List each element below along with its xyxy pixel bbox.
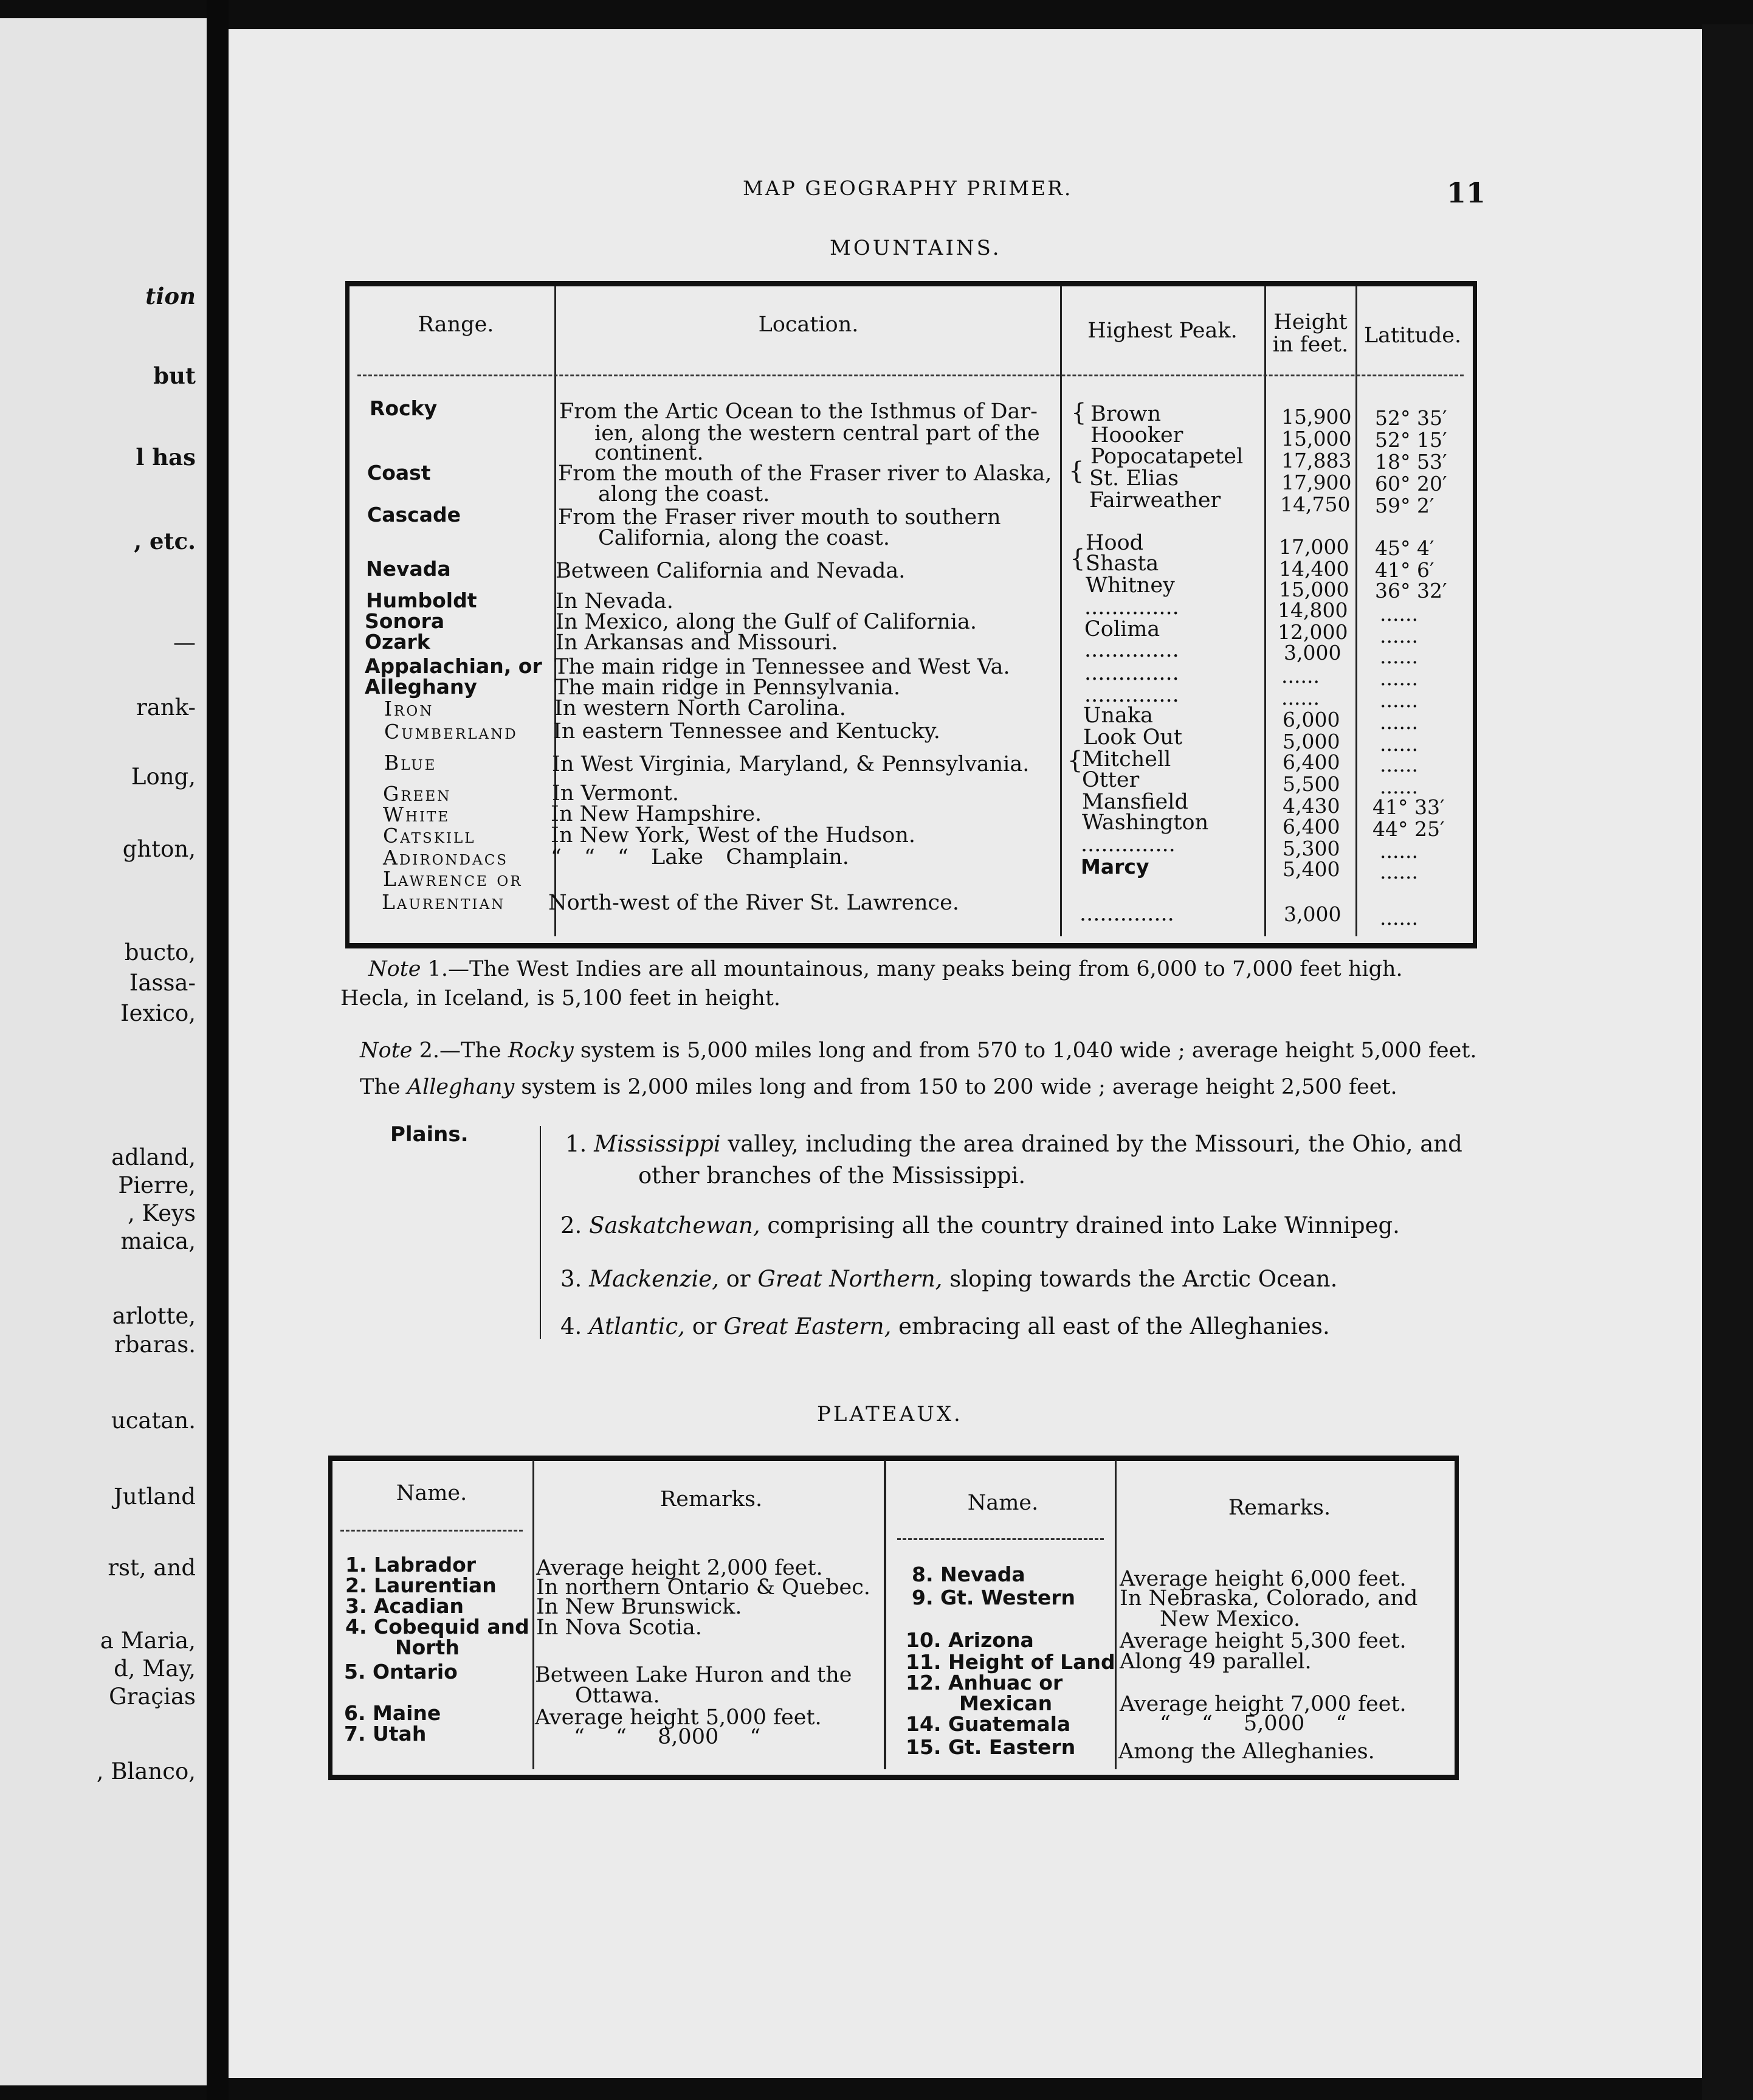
range-name: Catskill bbox=[383, 824, 476, 848]
column-rule bbox=[1264, 286, 1266, 936]
column-rule bbox=[1060, 286, 1062, 936]
height-value: 4,430 bbox=[1283, 794, 1340, 818]
location-text: California, along the coast. bbox=[598, 526, 890, 550]
peak-name: Shasta bbox=[1086, 551, 1159, 576]
fragment: rbaras. bbox=[114, 1331, 196, 1358]
plateau-remark: “ “ 5,000 “ bbox=[1160, 1711, 1347, 1736]
plateau-name: Mexican bbox=[959, 1691, 1053, 1715]
header-rule bbox=[897, 1538, 1104, 1540]
range-name: Iron bbox=[384, 697, 434, 720]
plateau-remark: In Nebraska, Colorado, and bbox=[1120, 1586, 1418, 1611]
range-name: Rocky bbox=[370, 396, 438, 420]
fragment: , etc. bbox=[134, 528, 196, 554]
column-header-range: Range. bbox=[418, 313, 494, 337]
height-value: 6,400 bbox=[1283, 750, 1340, 774]
latitude-value: ...... bbox=[1380, 753, 1418, 776]
height-value: 15,000 bbox=[1279, 578, 1349, 601]
fragment: a Maria, bbox=[100, 1628, 196, 1654]
page-number: 11 bbox=[1447, 176, 1486, 209]
plateau-remark: In Nova Scotia. bbox=[536, 1615, 702, 1640]
column-header-peak: Highest Peak. bbox=[1087, 319, 1238, 343]
peak-name: .............. bbox=[1081, 832, 1176, 857]
height-value: 14,400 bbox=[1279, 557, 1349, 581]
range-name: Nevada bbox=[366, 557, 451, 581]
latitude-value: 59° 2′ bbox=[1375, 494, 1434, 517]
range-name: Laurentian bbox=[382, 890, 506, 914]
note-1-continued: Hecla, in Iceland, is 5,100 feet in height. bbox=[340, 986, 781, 1010]
range-name: Cascade bbox=[367, 503, 461, 527]
column-rule bbox=[1115, 1460, 1117, 1769]
plateau-name: 8. Nevada bbox=[912, 1563, 1025, 1586]
range-name: Blue bbox=[384, 751, 437, 775]
fragment: rst, and bbox=[108, 1555, 196, 1581]
range-name: Alleghany bbox=[365, 675, 477, 699]
brace: { bbox=[1069, 457, 1084, 485]
height-value: 17,000 bbox=[1279, 535, 1349, 559]
location-text: ien, along the western central part of the bbox=[594, 421, 1040, 446]
fragment: Graçias bbox=[109, 1684, 196, 1710]
fragment: Jutland bbox=[114, 1483, 196, 1510]
range-name: Lawrence or bbox=[383, 867, 523, 891]
plateau-remark: Average height 6,000 feet. bbox=[1120, 1567, 1407, 1591]
location-text: In Vermont. bbox=[552, 781, 679, 806]
column-rule bbox=[884, 1460, 886, 1769]
fragment: Long, bbox=[131, 764, 196, 790]
peak-name: St. Elias bbox=[1089, 466, 1179, 491]
column-header-latitude: Latitude. bbox=[1363, 323, 1462, 348]
plateau-name: 3. Acadian bbox=[345, 1594, 464, 1618]
location-text: In West Virginia, Maryland, & Pennsylvania. bbox=[552, 752, 1030, 776]
height-value: 5,000 bbox=[1283, 730, 1340, 753]
plateau-remark: Average height 2,000 feet. bbox=[536, 1556, 823, 1580]
latitude-value: 41° 33′ bbox=[1372, 795, 1445, 819]
fragment: , Keys bbox=[128, 1200, 196, 1226]
plateau-name: North bbox=[395, 1635, 460, 1659]
height-value: 3,000 bbox=[1284, 641, 1341, 665]
column-header-name: Name. bbox=[967, 1491, 1039, 1515]
range-name: White bbox=[383, 803, 450, 826]
peak-name: Whitney bbox=[1086, 573, 1175, 598]
range-name: Green bbox=[383, 782, 452, 806]
plateau-remark: Ottawa. bbox=[575, 1684, 660, 1708]
location-text: The main ridge in Pennsylvania. bbox=[554, 675, 901, 700]
note-3: The Alleghany system is 2,000 miles long and from 150 to 200 wide ; average height 2,500 feet. bbox=[360, 1075, 1397, 1099]
latitude-value: 18° 53′ bbox=[1375, 450, 1447, 474]
plateau-name: 15. Gt. Eastern bbox=[906, 1735, 1076, 1759]
peak-name: Mitchell bbox=[1082, 747, 1171, 772]
latitude-value: ...... bbox=[1380, 775, 1418, 798]
column-header-location: Location. bbox=[758, 313, 859, 337]
plateau-name: 4. Cobequid and bbox=[345, 1615, 529, 1639]
fragment: ghton, bbox=[122, 836, 196, 862]
latitude-value: ...... bbox=[1380, 624, 1418, 648]
plain-item: 3. Mackenzie, or Great Northern, sloping towards the Arctic Ocean. bbox=[560, 1266, 1338, 1292]
plain-item: 1. Mississippi valley, including the area drained by the Missouri, the Ohio, and bbox=[565, 1131, 1462, 1157]
peak-name: Marcy bbox=[1081, 855, 1149, 879]
height-value: ...... bbox=[1281, 664, 1320, 688]
brace: { bbox=[1071, 399, 1087, 427]
height-value: ...... bbox=[1281, 686, 1320, 710]
plateau-remark: Among the Alleghanies. bbox=[1118, 1739, 1375, 1764]
latitude-value: ...... bbox=[1380, 860, 1418, 883]
location-text: “ “ “ Lake Champlain. bbox=[551, 845, 849, 869]
height-value: 6,000 bbox=[1283, 708, 1340, 731]
peak-name: Mansfield bbox=[1082, 790, 1188, 814]
fragment: l has bbox=[136, 444, 196, 471]
plateau-remark: Average height 5,000 feet. bbox=[535, 1705, 822, 1730]
plateau-remark: In northern Ontario & Quebec. bbox=[536, 1575, 870, 1600]
latitude-value: ...... bbox=[1380, 732, 1418, 756]
plain-item: 4. Atlantic, or Great Eastern, embracing all east of the Alleghanies. bbox=[560, 1313, 1330, 1339]
height-value: 3,000 bbox=[1284, 902, 1341, 926]
page-edge bbox=[1702, 24, 1753, 2100]
peak-name: Unaka bbox=[1083, 703, 1153, 728]
location-text: In Nevada. bbox=[556, 589, 673, 613]
note-1: Note 1.—The West Indies are all mountainous, many peaks being from 6,000 to 7,000 feet high. bbox=[368, 957, 1403, 981]
height-value: 14,750 bbox=[1280, 492, 1351, 516]
plain-item-continued: other branches of the Mississippi. bbox=[638, 1162, 1026, 1189]
peak-name: Brown bbox=[1090, 402, 1162, 426]
peak-name: Colima bbox=[1084, 617, 1160, 641]
location-text: In Arkansas and Missouri. bbox=[556, 630, 838, 655]
plateau-name: 14. Guatemala bbox=[906, 1712, 1071, 1736]
range-name: Coast bbox=[367, 461, 431, 485]
plateau-remark: Average height 5,300 feet. bbox=[1120, 1629, 1407, 1653]
latitude-value: ...... bbox=[1380, 688, 1418, 712]
plateau-remark: New Mexico. bbox=[1160, 1607, 1301, 1631]
plateau-name: 11. Height of Land bbox=[906, 1650, 1115, 1674]
plateau-name: 1. Labrador bbox=[345, 1553, 477, 1577]
location-text: along the coast. bbox=[598, 482, 770, 506]
plateau-name: 9. Gt. Western bbox=[912, 1586, 1076, 1609]
fragment: Iassa- bbox=[129, 970, 196, 996]
height-value: 17,883 bbox=[1281, 449, 1352, 472]
running-header: MAP GEOGRAPHY PRIMER. bbox=[743, 176, 1073, 200]
location-text: From the mouth of the Fraser river to Alaska, bbox=[558, 461, 1052, 486]
latitude-value: ...... bbox=[1380, 602, 1418, 626]
fragment: adland, bbox=[111, 1144, 196, 1170]
peak-name: Popocatapetel bbox=[1090, 444, 1244, 469]
column-header-remarks: Remarks. bbox=[1228, 1496, 1331, 1520]
location-text: In New Hampshire. bbox=[551, 802, 762, 826]
fragment: , Blanco, bbox=[96, 1758, 196, 1784]
range-name: Adirondacs bbox=[383, 846, 509, 869]
plateau-name: 2. Laurentian bbox=[345, 1573, 497, 1597]
fragment: ucatan. bbox=[111, 1407, 196, 1434]
fragment: bucto, bbox=[124, 939, 196, 965]
location-text: From the Fraser river mouth to southern bbox=[558, 505, 1001, 530]
height-value: 5,500 bbox=[1283, 772, 1340, 796]
brace: { bbox=[1070, 545, 1086, 573]
peak-name: .............. bbox=[1080, 902, 1174, 926]
location-text: continent. bbox=[594, 441, 704, 465]
column-rule bbox=[1355, 286, 1357, 936]
peak-name: Look Out bbox=[1083, 725, 1183, 750]
range-name: Appalachian, or bbox=[365, 654, 542, 678]
latitude-value: 52° 15′ bbox=[1375, 428, 1447, 452]
height-value: 14,800 bbox=[1278, 598, 1348, 622]
location-text: From the Artic Ocean to the Isthmus of Dar- bbox=[559, 399, 1038, 424]
fragment: Pierre, bbox=[118, 1172, 196, 1198]
range-name: Humboldt bbox=[366, 589, 477, 612]
plateau-name: 12. Anhuac or bbox=[906, 1671, 1063, 1694]
fragment: tion bbox=[145, 283, 196, 309]
note-2: Note 2.—The Rocky system is 5,000 miles long and from 570 to 1,040 wide ; average height 5,000 feet. bbox=[360, 1038, 1477, 1063]
plateau-remark: Between Lake Huron and the bbox=[535, 1663, 852, 1687]
height-value: 5,300 bbox=[1283, 837, 1340, 860]
location-text: In Mexico, along the Gulf of California. bbox=[556, 610, 977, 634]
peak-name: .............. bbox=[1084, 595, 1179, 620]
range-name: Sonora bbox=[365, 609, 445, 633]
plain-item: 2. Saskatchewan, comprising all the country drained into Lake Winnipeg. bbox=[560, 1212, 1400, 1238]
fragment: maica, bbox=[120, 1228, 196, 1254]
latitude-value: ...... bbox=[1380, 710, 1418, 734]
peak-name: Washington bbox=[1082, 810, 1209, 835]
fragment: d, May, bbox=[114, 1656, 196, 1682]
fragment: rank- bbox=[136, 694, 196, 720]
peak-name: Hoooker bbox=[1090, 423, 1183, 447]
location-text: North-west of the River St. Lawrence. bbox=[548, 891, 959, 915]
location-text: In western North Carolina. bbox=[554, 696, 846, 720]
latitude-value: 44° 25′ bbox=[1372, 817, 1445, 841]
plateau-name: 10. Arizona bbox=[906, 1628, 1034, 1652]
plains-rule bbox=[540, 1126, 541, 1339]
range-name: Cumberland bbox=[384, 720, 518, 744]
latitude-value: ...... bbox=[1380, 666, 1418, 690]
fragment: Iexico, bbox=[120, 1000, 196, 1026]
column-rule bbox=[532, 1460, 534, 1769]
height-value: 15,900 bbox=[1281, 405, 1352, 429]
plateau-remark: Along 49 parallel. bbox=[1120, 1649, 1312, 1674]
fragment: — bbox=[173, 629, 196, 655]
plains-label: Plains. bbox=[390, 1122, 469, 1147]
latitude-value: 52° 35′ bbox=[1375, 406, 1447, 430]
peak-name: .............. bbox=[1084, 683, 1179, 707]
height-value: 17,900 bbox=[1281, 471, 1352, 494]
latitude-value: ...... bbox=[1380, 839, 1418, 863]
plateau-remark: “ “ 8,000 “ bbox=[574, 1725, 761, 1749]
facing-page bbox=[0, 18, 207, 2085]
brace: { bbox=[1067, 747, 1083, 775]
height-value: 15,000 bbox=[1281, 427, 1352, 451]
column-header-name: Name. bbox=[396, 1481, 467, 1505]
plateau-remark: In New Brunswick. bbox=[536, 1595, 742, 1619]
plateau-name: 7. Utah bbox=[344, 1722, 427, 1746]
fragment: arlotte, bbox=[112, 1303, 196, 1329]
location-text: Between California and Nevada. bbox=[556, 559, 906, 583]
height-value: 5,400 bbox=[1283, 857, 1340, 881]
location-text: In New York, West of the Hudson. bbox=[551, 823, 915, 848]
peak-name: .............. bbox=[1084, 638, 1179, 662]
column-header-height: Height in feet. bbox=[1272, 310, 1349, 357]
latitude-value: 36° 32′ bbox=[1375, 579, 1447, 603]
height-value: 12,000 bbox=[1278, 620, 1348, 644]
plateau-remark: Average height 7,000 feet. bbox=[1120, 1692, 1407, 1716]
header-rule bbox=[357, 375, 1464, 376]
latitude-value: 60° 20′ bbox=[1375, 472, 1447, 496]
peak-name: Otter bbox=[1082, 768, 1140, 792]
book-gutter bbox=[207, 0, 229, 2100]
peak-name: Hood bbox=[1086, 531, 1144, 555]
peak-name: .............. bbox=[1084, 661, 1179, 685]
height-value: 6,400 bbox=[1283, 815, 1340, 838]
plateaux-title: PLATEAUX. bbox=[817, 1402, 963, 1426]
latitude-value: ...... bbox=[1380, 906, 1418, 930]
column-header-remarks: Remarks. bbox=[660, 1487, 763, 1511]
mountains-title: MOUNTAINS. bbox=[830, 236, 1002, 260]
peak-name: Fairweather bbox=[1089, 488, 1221, 513]
location-text: The main ridge in Tennessee and West Va. bbox=[554, 655, 1010, 679]
plateau-name: 6. Maine bbox=[344, 1701, 441, 1725]
latitude-value: ...... bbox=[1380, 644, 1418, 668]
header-rule bbox=[340, 1530, 523, 1532]
range-name: Ozark bbox=[365, 630, 430, 654]
location-text: In eastern Tennessee and Kentucky. bbox=[553, 719, 940, 744]
plateau-name: 5. Ontario bbox=[344, 1660, 458, 1684]
latitude-value: 41° 6′ bbox=[1375, 558, 1434, 582]
fragment: but bbox=[153, 362, 196, 389]
latitude-value: 45° 4′ bbox=[1375, 536, 1434, 560]
